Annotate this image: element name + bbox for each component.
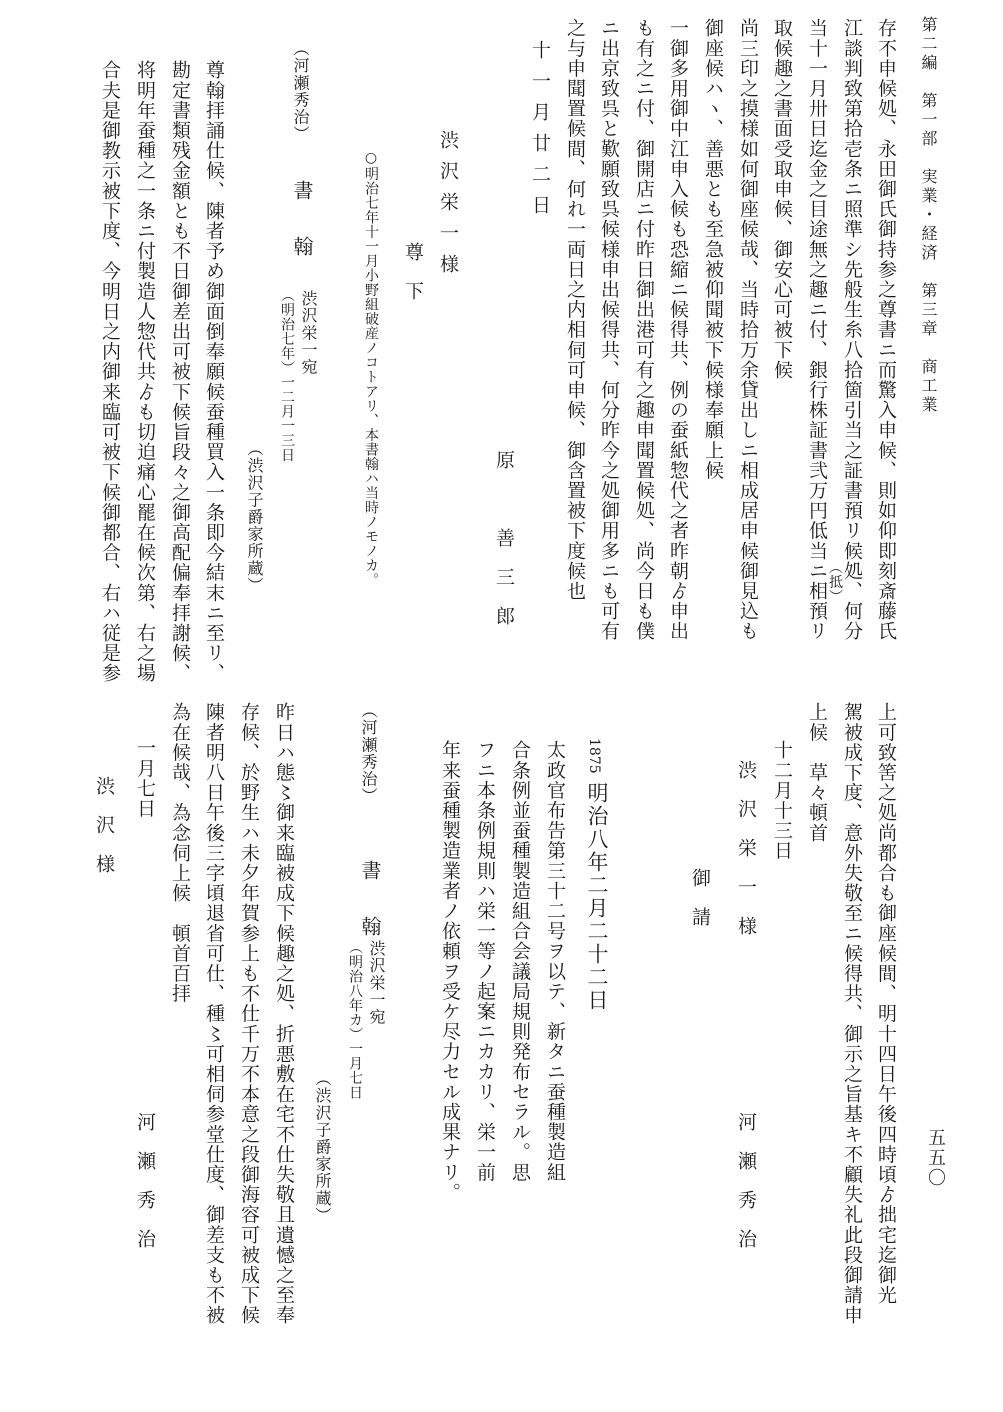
letter2-sender: 河瀬秀治 <box>735 1112 757 1268</box>
letter2-heading-label: 書 翰 <box>290 180 314 264</box>
letter1-recipient: 渋沢栄一様 <box>437 130 459 285</box>
letter2-heading-name: （河瀬秀治） <box>291 40 310 143</box>
letter3-sender: 河瀬秀治 <box>134 1112 156 1268</box>
letter1-line-3: 当十一月卅日迄金之目途無之趣ニ付、銀行株証書弐万円低当ニ相預リ <box>806 18 828 642</box>
correction-mark: （抵） <box>827 560 843 604</box>
letter3-heading-to: 渋沢栄一宛 <box>367 940 386 1026</box>
letter1-line-1: 存不申候処、永田御氏御持参之尊書ニ而驚入申候、則如仰即刻斎藤氏 <box>875 18 897 642</box>
letter3-heading-name: （河瀬秀治） <box>359 702 378 805</box>
letter2-heading-date: （明治七年）一二月一三日 <box>279 288 295 462</box>
letter3-line-4: 為在候哉、為念伺上候 頓首百拝 <box>169 702 191 1004</box>
editor-note: ○明治七年十一月小野組破産ノコトアリ、本書翰ハ当時ノモノカ。 <box>363 150 379 587</box>
letter2-cont-line-2: 駕被成下度、意外失敬至ニ候得共、御示之旨基キ不顧失礼此段御請申 <box>841 702 863 1326</box>
letter2-heading-to: 渋沢栄一宛 <box>299 290 318 376</box>
letter2-line-1: 尊翰拝誦仕候、陳者予め御面倒奉願候蚕種買入一条即今結末ニ至リ、 <box>203 60 225 684</box>
letter3-line-2: 存候、於野生ハ未夕年賀参上も不仕千万不本意之段御海容可被成下候 <box>238 702 260 1326</box>
entry-line-2: 合条例並蚕種製造組合会議局規則発布セラル。思 <box>509 740 531 1183</box>
letter3-line-3: 陳者明八日午後三字頃退省可仕、種〻可相伺参堂仕度、御差支も不被 <box>203 702 225 1326</box>
letter2-recipient: 渋沢栄一様 <box>735 760 757 955</box>
entry-line-4: 年来蚕種製造業者ノ依頼ヲ受ケ尽力セル成果ナリ。 <box>439 740 461 1203</box>
entry-line-1: 太政官布告第三十二号ヲ以テ、新タニ蚕種製造組 <box>544 740 566 1183</box>
letter2-line-4: 合夫是御教示被下度、今明日之内御来臨可被下候御都合、右ハ従是参 <box>99 60 121 684</box>
letter2-date: 十二月十三日 <box>771 740 793 861</box>
letter3-date: 一月七日 <box>134 738 156 819</box>
letter1-date: 十一月廿二日 <box>529 40 551 226</box>
letter1-line-6: 御座候ハヽ、善悪とも至急被仰聞被下候様奉願上候 <box>702 18 724 481</box>
letter1-line-5: 尚三印之摸様如何御座候哉、当時拾万余貸出しニ相成居申候御見込も <box>737 18 759 642</box>
page-number: 五五〇 <box>925 1128 946 1188</box>
letter1-line-8: も有之ニ付、御開店ニ付昨日御出港可有之趣申聞置候処、尚今日も僕 <box>633 18 655 642</box>
letter2-cont-line-3: 上候 草々頓首 <box>806 702 828 843</box>
year-marker: 1875 <box>586 738 602 774</box>
entry-date: 明治八年二月二十二日 <box>585 782 609 1012</box>
letter2-line-3: 将明年蚕種之一条ニ付製造人惣代共ゟも切迫痛心罷在候次第、右之場 <box>134 60 156 684</box>
letter1-line-2: 江談判致第拾壱条ニ照準シ先般生糸八拾箇引当之証書預リ候処、何分 <box>841 18 863 642</box>
letter3-heading-date: （明治八年カ）一月七日 <box>347 940 363 1100</box>
letter1-line-4: 取候趣之書面受取申候、御安心可被下候 <box>771 18 793 380</box>
letter1-honorific: 尊下 <box>402 242 424 320</box>
letter1-line-7: 一御多用御中江申入候も恐縮ニ候得共、例の蚕紙惣代之者昨朝ゟ申出 <box>667 18 689 642</box>
letter3-source: （渋沢子爵家所蔵） <box>313 1070 332 1224</box>
running-head: 第二編 第一部 実業・経済 第三章 商工業 <box>919 16 938 415</box>
letter3-recipient: 渋沢様 <box>93 776 115 893</box>
letter2-honorific: 御請 <box>689 868 711 946</box>
entry-line-3: フニ本条例規則ハ栄一等ノ起案ニカカリ、栄一前 <box>474 740 496 1183</box>
letter2-line-2: 勘定書類残金額とも不日御差出可被下候旨段々之御高配偏奉拝謝候、 <box>169 60 191 684</box>
letter2-cont-line-1: 上可致筈之処尚都合も御座候間、明十四日午後四時頃ゟ拙宅迄御光 <box>875 702 897 1305</box>
letter3-heading-label: 書 翰 <box>358 860 382 944</box>
letter1-line-9: ニ出京致呉と歎願致呉候様申出候得共、何分昨今之処御用多ニも可有 <box>598 18 620 642</box>
letter1-sender: 原 善三郎 <box>493 450 515 645</box>
letter2-source: （渋沢子爵家所蔵） <box>245 440 264 594</box>
letter3-line-1: 昨日ハ態〻御来臨被成下候趣之処、折悪敷在宅不仕失敬且遺憾之至奉 <box>273 702 295 1326</box>
letter1-line-10: 之与申聞置候間、何れ一両日之内相伺可申候、御含置被下度候也 <box>564 18 586 601</box>
